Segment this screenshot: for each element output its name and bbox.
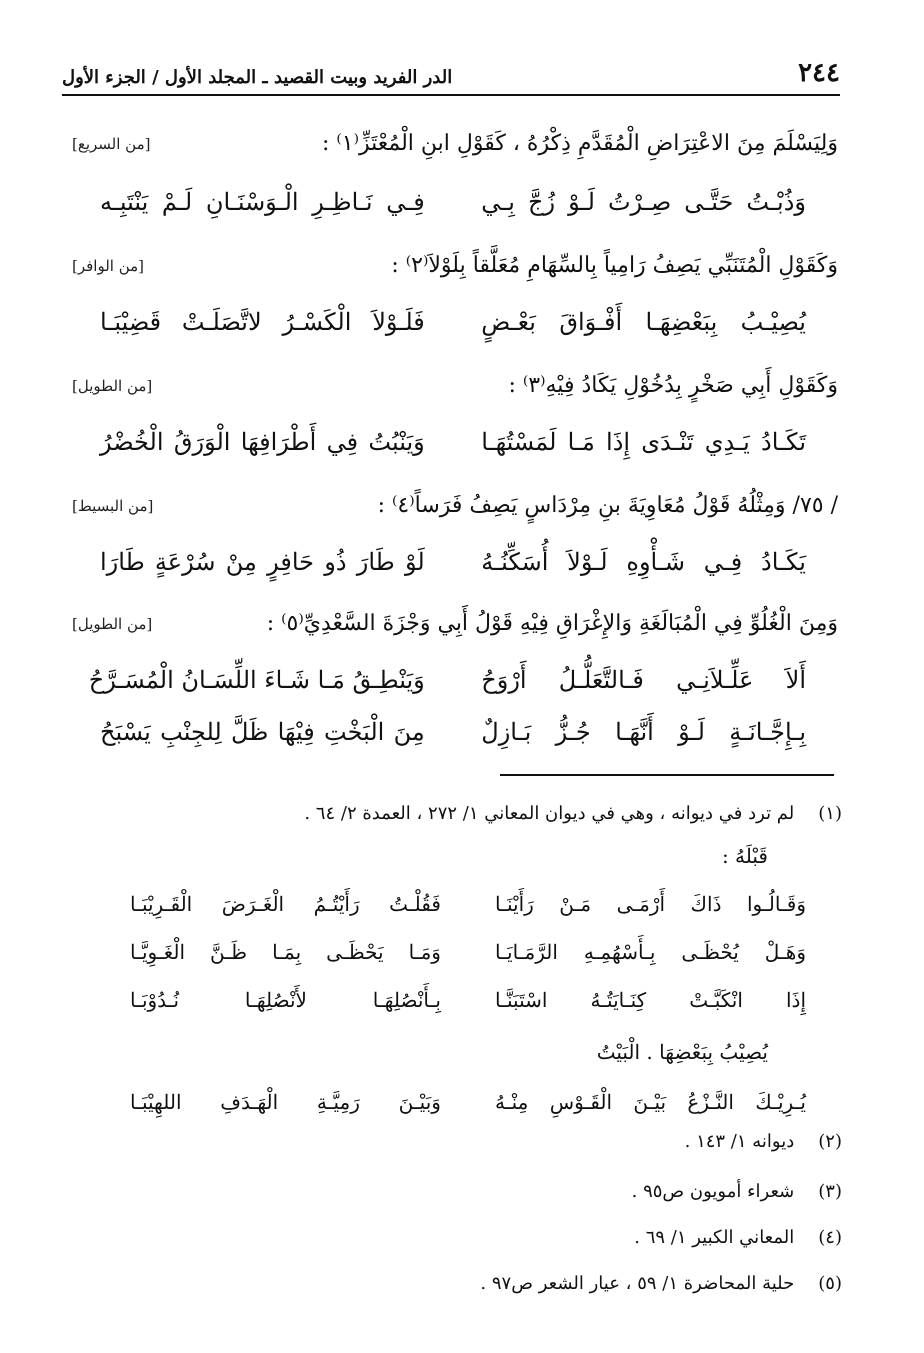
footnote-1-qabl: قَبْلَهُ :: [721, 844, 768, 868]
footnote-text: شعراء أمويون ص٩٥ .: [631, 1181, 795, 1202]
verse-line: [100, 180, 806, 224]
verse-line: [100, 540, 806, 584]
intro-text: / ٧٥/ وَمِثْلُهُ قَوْلُ مُعَاوِيَةَ بنِ مِرْدَاسٍ يَصِفُ فَرَساً⁽٤⁾ :: [377, 493, 838, 518]
verse-hemistich-first: إِذَا انْكَبَّـتْ كِنَـايَتُـهُ اسْتَبَنَّـا: [495, 988, 806, 1012]
footnote-3: [130, 1176, 842, 1208]
intro-text: وَمِنَ الْغُلُوِّ فِي الْمُبَالَغَةِ وَالإِغْرَاقِ فِيْهِ قَوْلُ أَبِي وَجْزَةَ السَّعْدِيِّ⁽٥⁾ :: [266, 611, 838, 636]
verse-hemistich-second: وَبَيْـنَ رَمِيَّـةِ الْهَـدَفِ اللهِيْبَـا: [130, 1090, 441, 1114]
footnote-verse-line: [130, 934, 806, 970]
meter-label: [من الطويل]: [72, 377, 153, 395]
verse-hemistich-second: فَلَـوْلاَ الْكَسْـرُ لاتَّصَلَـتْ قَضِيْبَـا: [100, 308, 425, 336]
footnote-text: لم ترد في ديوانه ، وهي في ديوان المعاني ١/ ٢٧٢ ، العمدة ٢/ ٦٤ .: [304, 803, 795, 824]
footnote-number: (٤): [818, 1227, 842, 1248]
verse-hemistich-first: يُـرِيْـكَ النَّـزْعُ بَيْـنَ الْقَـوْسِ مِنْـهُ: [495, 1090, 806, 1114]
verse-line: [100, 300, 806, 344]
verse-line: [88, 658, 806, 702]
footnote-number: (٣): [818, 1181, 842, 1202]
verse-hemistich-first: وَقَـالُـوا ذَاكَ أَرْمَـى مَـنْ رَأَيْنَـا: [495, 892, 806, 916]
footnote-verse-line: [130, 982, 806, 1018]
footnote-1-after: يُصِيْبُ بِبَعْضِهَا . الْبَيْتُ: [596, 1040, 768, 1064]
footnote-number: (١): [818, 803, 842, 824]
meter-label: [من الوافر]: [72, 257, 145, 275]
footnote-text: حلية المحاضرة ١/ ٥٩ ، عيار الشعر ص٩٧ .: [480, 1273, 795, 1294]
intro-text: وَكَقَوْلِ الْمُتَنَبِّي يَصِفُ رَامِياً بِالسِّهَامِ مُعَلَّقاً بِلَوْلاَ⁽٢⁾ :: [391, 253, 838, 278]
verse-hemistich-second: وَيَنْبُتُ فِي أَطْرَافِهَا الْوَرَقُ الْخُضْرُ: [100, 428, 425, 456]
footnote-4: [130, 1222, 842, 1254]
meter-label: [من السريع]: [72, 135, 151, 153]
verse-hemistich-first: يُصِيْـبُ بِبَعْضِهَـا أَفْـوَاقَ بَعْـضٍ: [481, 308, 806, 336]
meter-label: [من البسيط]: [72, 497, 154, 515]
footnote-verse-line: [130, 886, 806, 922]
verse-hemistich-first: وَهَـلْ يُحْظَـى بِـأَسْهُمِـهِ الرَّمَـايَـا: [495, 940, 806, 964]
intro-line-5: [72, 604, 838, 644]
verse-hemistich-first: أَلاَ عَلِّـلاَنِـي فَـالتَّعَلُّـلُ أَرْوَحُ: [481, 666, 806, 694]
verse-line: [100, 710, 806, 754]
verse-hemistich-second: فِـي نَـاظِـرِ الْـوَسْنَـانِ لَـمْ يَنْتَبِـه: [100, 188, 425, 216]
page-header: [62, 56, 840, 96]
intro-line-1: [72, 124, 838, 164]
footnote-separator: [500, 774, 834, 776]
intro-text: وَكَقَوْلِ أَبِي صَخْرٍ بِدُخُوْلِ يَكَادُ فِيْهِ⁽٣⁾ :: [508, 373, 838, 398]
verse-hemistich-first: تَكَـادُ يَـدِي تَنْـدَى إِذَا مَـا لَمَسْتُهَـا: [481, 428, 806, 456]
verse-hemistich-second: بِـأَنْصُلِهَـا لأَنْصُلِهَـا نُـدُوْبَـا: [130, 988, 441, 1012]
intro-text: وَلِيَسْلَمَ مِنَ الاعْتِرَاضِ الْمُقَدَّمِ ذِكْرُهُ ، كَقَوْلِ ابنِ الْمُعْتَزِّ⁽١⁾ :: [321, 131, 838, 156]
intro-line-2: [72, 246, 838, 286]
verse-hemistich-first: بِـإِجَّـانَـةٍ لَـوْ أَنَّهَـا جُـزُّ بَـازِلٌ: [481, 718, 806, 746]
footnote-number: (٢): [818, 1131, 842, 1152]
intro-line-4: [72, 486, 838, 526]
footnote-text: ديوانه ١/ ١٤٣ .: [684, 1131, 795, 1152]
intro-line-3: [72, 366, 838, 406]
footnote-verse-line: [130, 1084, 806, 1120]
footnote-2: [130, 1126, 842, 1158]
footnote-number: (٥): [818, 1273, 842, 1294]
page-number: ٢٤٤: [798, 58, 840, 88]
verse-hemistich-first: وَذُبْـتُ حَتَّـى صِـرْتُ لَـوْ زُجَّ بِـي: [481, 188, 806, 216]
verse-hemistich-second: وَمَـا يَحْظَـى بِمَـا ظَـنَّ الْغَـوِيَّـا: [130, 940, 441, 964]
verse-hemistich-second: مِنَ الْبَخْتِ فِيْهَا ظَلَّ لِلجِنْبِ يَسْبَحُ: [100, 718, 425, 746]
footnote-5: [130, 1268, 842, 1300]
meter-label: [من الطويل]: [72, 615, 153, 633]
verse-hemistich-second: فَقُلْـتُ رَأَيْتُـمُ الْغَـرَضَ الْقَـرِيْبَـا: [130, 892, 441, 916]
footnote-text: المعاني الكبير ١/ ٦٩ .: [634, 1227, 795, 1248]
verse-hemistich-second: لَوْ طَارَ ذُو حَافِرٍ مِنْ سُرْعَةٍ طَارَا: [100, 548, 425, 576]
verse-line: [100, 420, 806, 464]
verse-hemistich-first: يَكَـادُ فِـي شَـأْوِهِ لَـوْلاَ أُسَكِّنُـهُ: [481, 548, 806, 576]
verse-hemistich-second: وَيَنْطِـقُ مَـا شَـاءَ اللِّسَـانُ الْمُسَـرَّحُ: [88, 666, 425, 694]
running-title: الدر الفريد وبيت القصيد ـ المجلد الأول / الجزء الأول: [62, 67, 453, 88]
footnote-1: [130, 798, 842, 830]
